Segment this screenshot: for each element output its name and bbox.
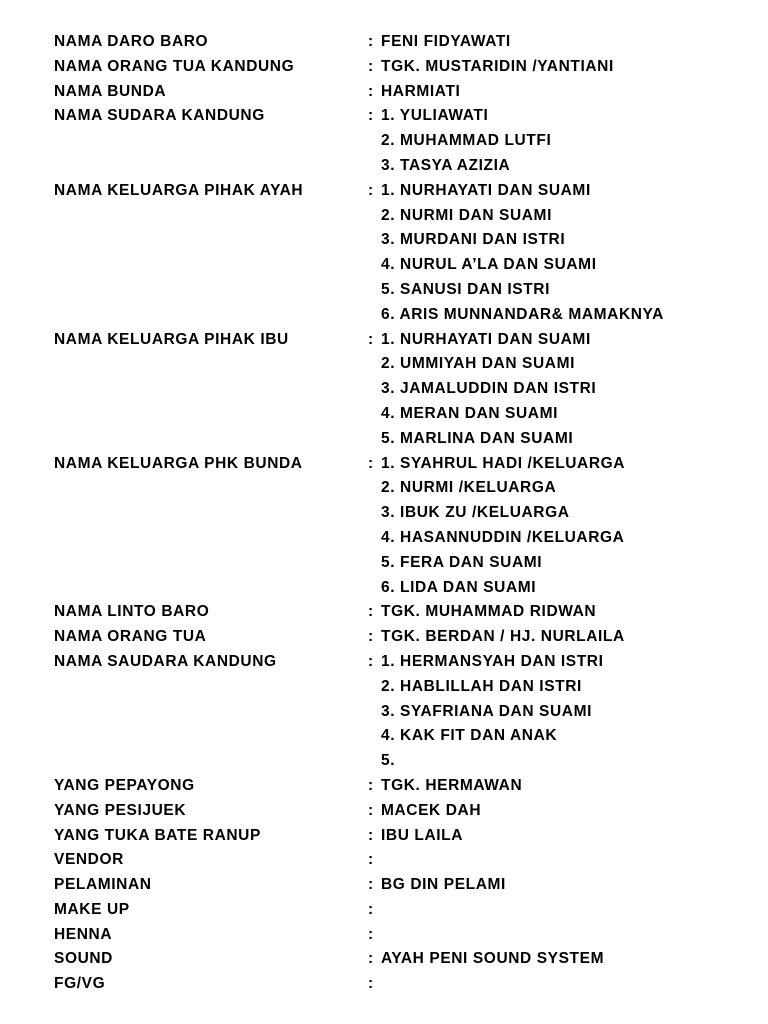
document-row [54, 576, 754, 601]
row-label: FG/VG [54, 975, 106, 993]
row-separator: : [368, 57, 374, 75]
row-separator [368, 204, 381, 229]
row-label [54, 700, 368, 725]
row-value: 3. TASYA AZIZIA [381, 156, 511, 174]
row-value [381, 848, 754, 873]
row-value: 1. HERMANSYAH DAN ISTRI [381, 652, 604, 670]
row-label [54, 129, 368, 154]
row-label: SOUND [54, 950, 113, 968]
row-value: 4. MERAN DAN SUAMI [381, 404, 559, 422]
row-separator: : [368, 801, 374, 819]
row-value: HARMIATI [381, 82, 461, 100]
row-separator: : [368, 603, 374, 621]
document-body [54, 30, 754, 997]
row-label [54, 675, 368, 700]
document-row [54, 427, 754, 452]
row-separator: : [368, 454, 374, 472]
row-value: TGK. HERMAWAN [381, 776, 523, 794]
document-row [54, 799, 754, 824]
row-value [381, 923, 754, 948]
row-label [54, 253, 368, 278]
document-row [54, 228, 754, 253]
row-label: NAMA KELUARGA PIHAK IBU [54, 330, 289, 348]
row-value: 3. JAMALUDDIN DAN ISTRI [381, 380, 597, 398]
row-label [54, 402, 368, 427]
row-value: 2. HABLILLAH DAN ISTRI [381, 677, 582, 695]
row-separator [368, 228, 381, 253]
row-value [381, 898, 754, 923]
document-row [54, 452, 754, 477]
row-label [54, 749, 368, 774]
row-separator: : [368, 33, 374, 50]
document-row [54, 55, 754, 80]
row-value: 1. SYAHRUL HADI /KELUARGA [381, 454, 626, 472]
document-row [54, 154, 754, 179]
row-separator [368, 278, 381, 303]
row-value: 2. MUHAMMAD LUTFI [381, 132, 552, 150]
document-row [54, 650, 754, 675]
row-separator [368, 427, 381, 452]
row-value: BG DIN PELAMI [381, 876, 506, 894]
row-label: VENDOR [54, 851, 124, 869]
row-value: 3. MURDANI DAN ISTRI [381, 231, 566, 249]
row-separator [368, 402, 381, 427]
document-row [54, 898, 754, 923]
row-separator [368, 576, 381, 601]
row-separator [368, 253, 381, 278]
row-label [54, 551, 368, 576]
row-value [381, 972, 754, 997]
row-label [54, 303, 368, 328]
document-row [54, 551, 754, 576]
document-row [54, 724, 754, 749]
row-value: 5. MARLINA DAN SUAMI [381, 429, 574, 447]
row-separator: : [368, 876, 374, 894]
document-row [54, 848, 754, 873]
row-value: MACEK DAH [381, 801, 482, 819]
row-separator [368, 724, 381, 749]
document-row [54, 80, 754, 105]
row-separator [368, 352, 381, 377]
document-row [54, 700, 754, 725]
row-separator: : [368, 826, 374, 844]
row-separator [368, 749, 381, 774]
row-label [54, 278, 368, 303]
row-value: 1. NURHAYATI DAN SUAMI [381, 330, 591, 348]
document-row [54, 402, 754, 427]
row-separator: : [368, 181, 374, 199]
row-separator: : [368, 851, 374, 869]
document-row [54, 377, 754, 402]
document-row [54, 749, 754, 774]
row-label: PELAMINAN [54, 876, 152, 894]
row-separator: : [368, 950, 374, 968]
row-label [54, 526, 368, 551]
row-label [54, 724, 368, 749]
row-label [54, 154, 368, 179]
document-row [54, 972, 754, 997]
row-value: TGK. BERDAN / HJ. NURLAILA [381, 628, 625, 646]
row-separator [368, 551, 381, 576]
row-separator: : [368, 628, 374, 646]
document-row [54, 873, 754, 898]
row-value: FENI FIDYAWATI [381, 33, 511, 50]
row-label [54, 377, 368, 402]
document-row [54, 600, 754, 625]
row-value: 3. SYAFRIANA DAN SUAMI [381, 702, 592, 720]
row-value: TGK. MUHAMMAD RIDWAN [381, 603, 597, 621]
document-row [54, 278, 754, 303]
row-label: HENNA [54, 925, 113, 943]
row-label [54, 352, 368, 377]
document-row [54, 774, 754, 799]
row-separator [368, 501, 381, 526]
row-separator: : [368, 975, 374, 993]
row-label: YANG PEPAYONG [54, 776, 195, 794]
row-separator [368, 303, 381, 328]
row-value: 5. FERA DAN SUAMI [381, 553, 543, 571]
document-row [54, 352, 754, 377]
document-row [54, 30, 754, 55]
row-value: 4. NURUL A’LA DAN SUAMI [381, 256, 597, 274]
row-label [54, 576, 368, 601]
row-label: NAMA ORANG TUA [54, 628, 207, 646]
row-separator [368, 154, 381, 179]
row-separator: : [368, 652, 374, 670]
row-label [54, 204, 368, 229]
row-separator [368, 377, 381, 402]
row-label [54, 501, 368, 526]
document-row [54, 104, 754, 129]
row-label: NAMA KELUARGA PHK BUNDA [54, 454, 303, 472]
row-label: YANG PESIJUEK [54, 801, 187, 819]
document-row [54, 625, 754, 650]
row-value: 6. ARIS MUNNANDAR& MAMAKNYA [381, 305, 664, 323]
row-label: NAMA KELUARGA PIHAK AYAH [54, 181, 304, 199]
row-separator [368, 526, 381, 551]
document-row [54, 328, 754, 353]
row-separator [368, 476, 381, 501]
row-label: NAMA BUNDA [54, 82, 167, 100]
row-value: 6. LIDA DAN SUAMI [381, 578, 537, 596]
row-value: 1. YULIAWATI [381, 107, 489, 125]
row-value: 4. KAK FIT DAN ANAK [381, 727, 558, 745]
row-label: MAKE UP [54, 900, 130, 918]
row-separator: : [368, 776, 374, 794]
row-separator: : [368, 900, 374, 918]
document-row [54, 675, 754, 700]
row-label [54, 427, 368, 452]
document-row [54, 303, 754, 328]
row-label [54, 476, 368, 501]
row-value: TGK. MUSTARIDIN /YANTIANI [381, 57, 614, 75]
document-row [54, 501, 754, 526]
row-value: 3. IBUK ZU /KELUARGA [381, 504, 570, 522]
row-separator [368, 700, 381, 725]
row-separator [368, 675, 381, 700]
row-value: 2. NURMI DAN SUAMI [381, 206, 552, 224]
row-separator: : [368, 925, 374, 943]
row-separator [368, 129, 381, 154]
row-label: NAMA SAUDARA KANDUNG [54, 652, 277, 670]
row-value: 5. [381, 752, 396, 770]
row-label: NAMA SUDARA KANDUNG [54, 107, 265, 125]
row-label: YANG TUKA BATE RANUP [54, 826, 261, 844]
document-row [54, 824, 754, 849]
document-row [54, 253, 754, 278]
row-label: NAMA LINTO BARO [54, 603, 210, 621]
document-row [54, 526, 754, 551]
row-label: NAMA ORANG TUA KANDUNG [54, 57, 295, 75]
row-label: NAMA DARO BARO [54, 33, 209, 50]
row-label [54, 228, 368, 253]
row-value: 1. NURHAYATI DAN SUAMI [381, 181, 591, 199]
document-row [54, 179, 754, 204]
row-value: IBU LAILA [381, 826, 464, 844]
document-row [54, 129, 754, 154]
row-separator: : [368, 330, 374, 348]
row-separator: : [368, 107, 374, 125]
document-row [54, 476, 754, 501]
row-value: 2. NURMI /KELUARGA [381, 479, 557, 497]
row-value: 5. SANUSI DAN ISTRI [381, 280, 551, 298]
document-row [54, 923, 754, 948]
row-value: 4. HASANNUDDIN /KELUARGA [381, 528, 625, 546]
document-row [54, 947, 754, 972]
row-separator: : [368, 82, 374, 100]
document-row [54, 204, 754, 229]
row-value: 2. UMMIYAH DAN SUAMI [381, 355, 575, 373]
row-value: AYAH PENI SOUND SYSTEM [381, 950, 605, 968]
